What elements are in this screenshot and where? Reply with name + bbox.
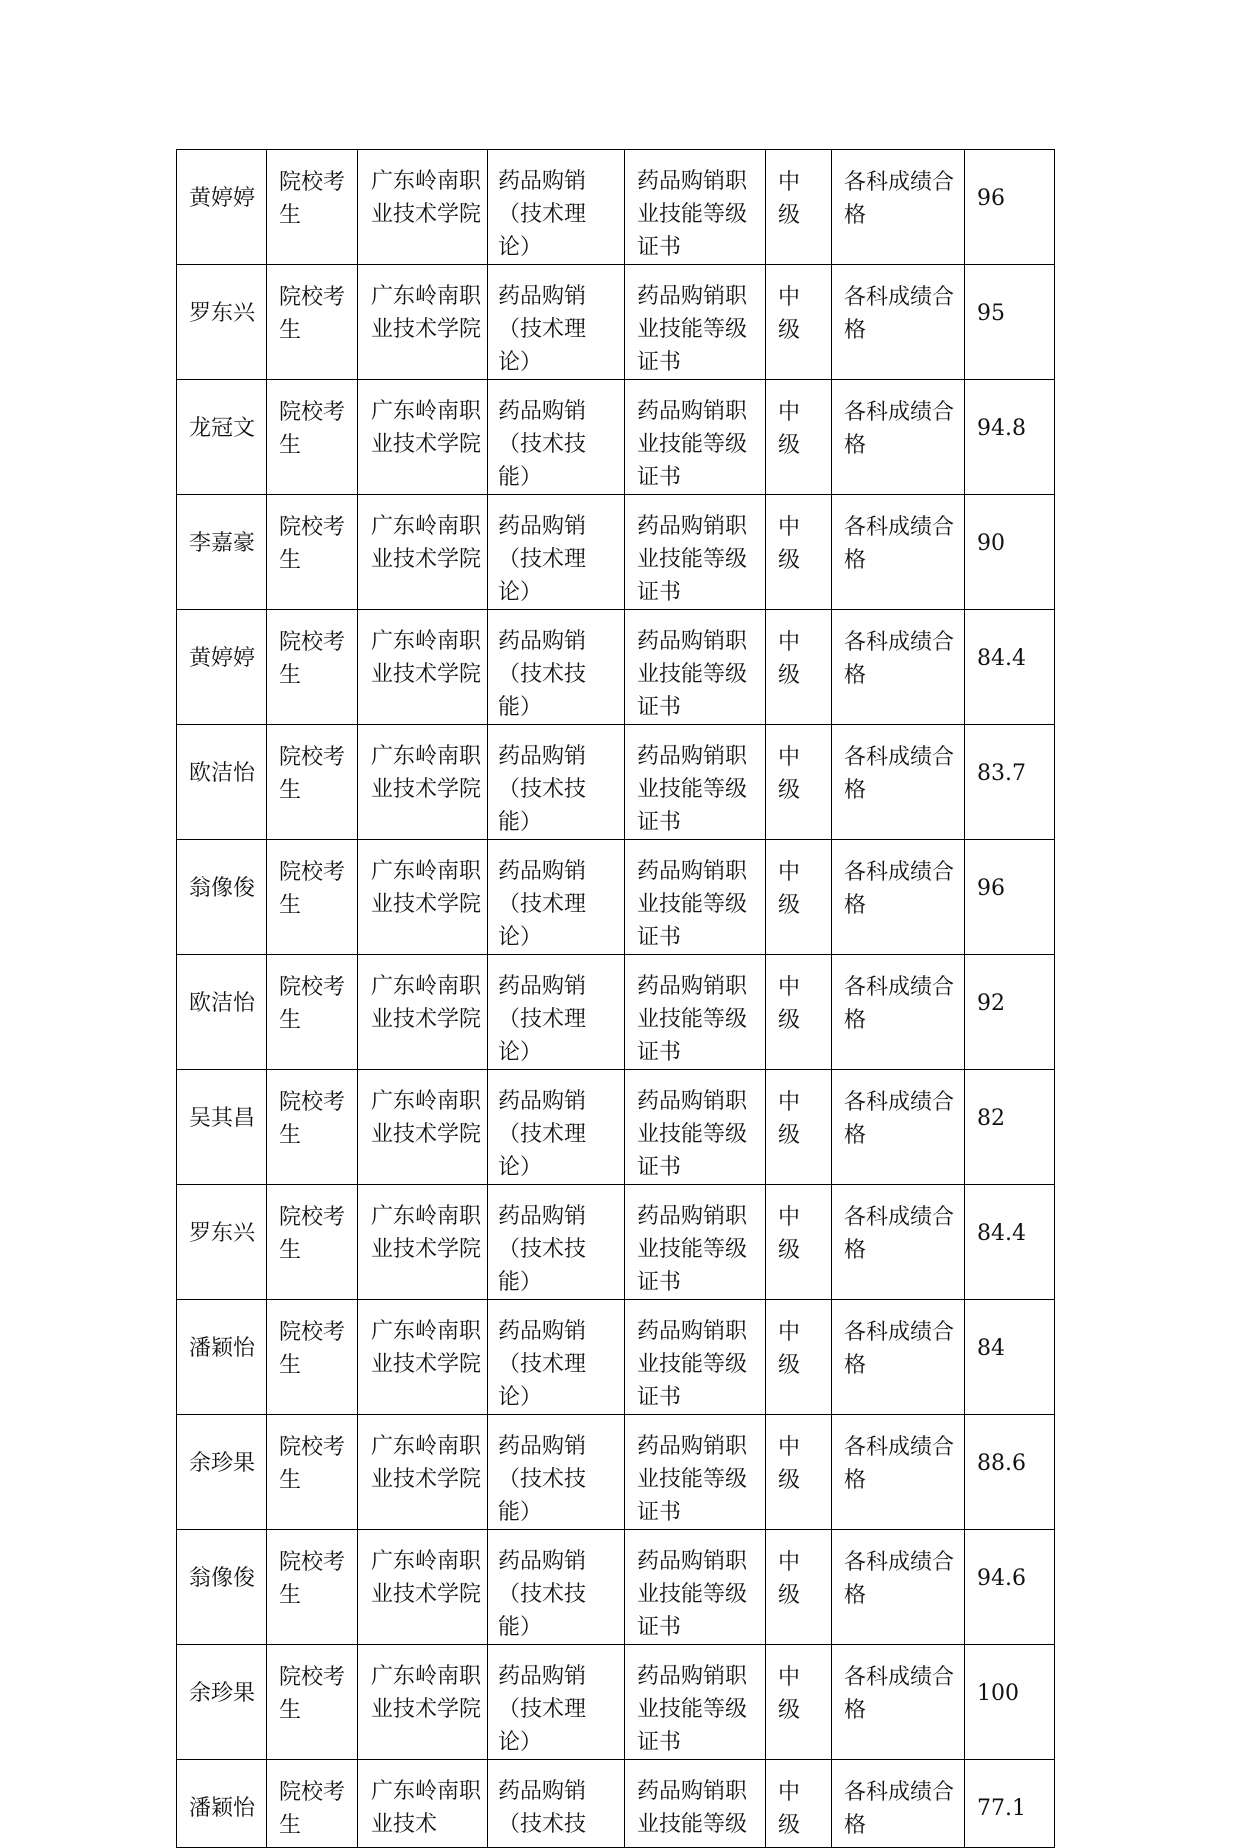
cell-examinee-type (267, 1185, 358, 1300)
cell-score (965, 1070, 1055, 1185)
cell-name-text: 黄婷婷 (189, 186, 256, 211)
cell-result (832, 1645, 965, 1760)
cell-school-text: 广东岭南职业技术学院 (371, 169, 482, 227)
cell-project-text: 药品购销（技术理论） (498, 1319, 587, 1410)
cell-project (488, 1530, 625, 1645)
table-row (177, 1070, 1055, 1185)
cell-certificate-text: 药品购销职业技能等级证书 (637, 1319, 748, 1410)
cell-examinee-type-text: 院校考生 (279, 1320, 346, 1378)
cell-certificate (625, 1530, 766, 1645)
cell-score-text: 84 (977, 1336, 1005, 1361)
cell-level (766, 1415, 832, 1530)
cell-name-text: 罗东兴 (189, 1221, 256, 1246)
cell-result (832, 610, 965, 725)
cell-certificate (625, 610, 766, 725)
cell-school-text: 广东岭南职业技术学院 (371, 514, 482, 572)
cell-score (965, 1760, 1055, 1848)
cell-project-text: 药品购销（技术技能） (498, 629, 587, 720)
cell-school-text: 广东岭南职业技术 (371, 1779, 482, 1837)
cell-certificate (625, 955, 766, 1070)
cell-school (358, 380, 488, 495)
cell-project-text: 药品购销（技术理论） (498, 974, 587, 1065)
cell-score-text: 77.1 (977, 1796, 1026, 1821)
cell-project (488, 1760, 625, 1848)
cell-certificate-text: 药品购销职业技能等级 (637, 1779, 748, 1837)
table-row (177, 380, 1055, 495)
cell-examinee-type-text: 院校考生 (279, 400, 346, 458)
cell-examinee-type (267, 150, 358, 265)
cell-score-text: 95 (977, 301, 1005, 326)
cell-project (488, 1070, 625, 1185)
cell-certificate (625, 1760, 766, 1848)
cell-level-text: 中级 (778, 975, 801, 1033)
cell-school-text: 广东岭南职业技术学院 (371, 859, 482, 917)
cell-result (832, 1530, 965, 1645)
cell-result-text: 各科成绩合格 (844, 1090, 955, 1148)
cell-project (488, 1185, 625, 1300)
cell-project (488, 610, 625, 725)
table-row (177, 1185, 1055, 1300)
table-row (177, 1645, 1055, 1760)
cell-level (766, 955, 832, 1070)
cell-project-text: 药品购销（技术理论） (498, 1664, 587, 1755)
cell-result (832, 265, 965, 380)
cell-school-text: 广东岭南职业技术学院 (371, 284, 482, 342)
cell-project (488, 265, 625, 380)
table-row (177, 150, 1055, 265)
cell-project-text: 药品购销（技术技能） (498, 1549, 587, 1640)
cell-name-text: 翁像俊 (189, 876, 256, 901)
cell-school-text: 广东岭南职业技术学院 (371, 399, 482, 457)
cell-result (832, 1070, 965, 1185)
cell-score (965, 1645, 1055, 1760)
cell-result (832, 955, 965, 1070)
cell-examinee-type (267, 1300, 358, 1415)
cell-certificate-text: 药品购销职业技能等级证书 (637, 1549, 748, 1640)
cell-examinee-type-text: 院校考生 (279, 170, 346, 228)
table-row (177, 725, 1055, 840)
cell-level (766, 840, 832, 955)
cell-project-text: 药品购销（技术技能） (498, 744, 587, 835)
cell-certificate (625, 840, 766, 955)
cell-result-text: 各科成绩合格 (844, 630, 955, 688)
cell-level-text: 中级 (778, 1780, 801, 1838)
cell-examinee-type-text: 院校考生 (279, 1435, 346, 1493)
cell-examinee-type-text: 院校考生 (279, 630, 346, 688)
cell-school (358, 610, 488, 725)
cell-examinee-type-text: 院校考生 (279, 1090, 346, 1148)
cell-name-text: 李嘉豪 (189, 531, 256, 556)
cell-name (177, 265, 267, 380)
cell-school (358, 1185, 488, 1300)
cell-school-text: 广东岭南职业技术学院 (371, 1089, 482, 1147)
cell-certificate-text: 药品购销职业技能等级证书 (637, 284, 748, 375)
cell-score-text: 96 (977, 186, 1005, 211)
cell-level (766, 1530, 832, 1645)
cell-certificate (625, 1645, 766, 1760)
cell-project-text: 药品购销（技术技能） (498, 1204, 587, 1295)
table-row (177, 495, 1055, 610)
table-body (177, 150, 1055, 1848)
cell-certificate (625, 495, 766, 610)
cell-examinee-type (267, 1645, 358, 1760)
table-row (177, 1415, 1055, 1530)
cell-examinee-type (267, 840, 358, 955)
cell-score-text: 84.4 (977, 1221, 1026, 1246)
cell-result (832, 1185, 965, 1300)
cell-examinee-type (267, 495, 358, 610)
cell-school-text: 广东岭南职业技术学院 (371, 1549, 482, 1607)
cell-name-text: 欧洁怡 (189, 991, 256, 1016)
cell-project-text: 药品购销（技术技 (498, 1779, 587, 1837)
cell-result-text: 各科成绩合格 (844, 1435, 955, 1493)
table-row (177, 1760, 1055, 1848)
cell-result-text: 各科成绩合格 (844, 975, 955, 1033)
cell-level (766, 1645, 832, 1760)
cell-level-text: 中级 (778, 1550, 801, 1608)
cell-name (177, 1300, 267, 1415)
cell-result-text: 各科成绩合格 (844, 515, 955, 573)
cell-result (832, 380, 965, 495)
cell-result-text: 各科成绩合格 (844, 1665, 955, 1723)
cell-school-text: 广东岭南职业技术学院 (371, 1204, 482, 1262)
table-row (177, 265, 1055, 380)
cell-name (177, 495, 267, 610)
cell-level-text: 中级 (778, 515, 801, 573)
cell-project-text: 药品购销（技术技能） (498, 399, 587, 490)
cell-score-text: 94.6 (977, 1566, 1026, 1591)
cell-score-text: 83.7 (977, 761, 1026, 786)
cell-score (965, 1185, 1055, 1300)
cell-examinee-type (267, 1070, 358, 1185)
cell-result (832, 725, 965, 840)
cell-name (177, 840, 267, 955)
cell-project (488, 1415, 625, 1530)
cell-level (766, 1760, 832, 1848)
cell-level-text: 中级 (778, 1205, 801, 1263)
cell-result (832, 495, 965, 610)
cell-school (358, 265, 488, 380)
cell-result (832, 840, 965, 955)
cell-name-text: 欧洁怡 (189, 761, 256, 786)
cell-name (177, 725, 267, 840)
cell-certificate (625, 1415, 766, 1530)
cell-school (358, 725, 488, 840)
cell-name (177, 955, 267, 1070)
cell-project (488, 495, 625, 610)
cell-certificate (625, 265, 766, 380)
cell-level (766, 1185, 832, 1300)
cell-score (965, 840, 1055, 955)
cell-result-text: 各科成绩合格 (844, 170, 955, 228)
cell-examinee-type (267, 380, 358, 495)
cell-examinee-type-text: 院校考生 (279, 860, 346, 918)
cell-school (358, 150, 488, 265)
cell-certificate (625, 150, 766, 265)
cell-level-text: 中级 (778, 1320, 801, 1378)
cell-certificate-text: 药品购销职业技能等级证书 (637, 399, 748, 490)
cell-school (358, 840, 488, 955)
cell-level-text: 中级 (778, 860, 801, 918)
cell-result (832, 1300, 965, 1415)
table-row (177, 1300, 1055, 1415)
cell-school (358, 1070, 488, 1185)
cell-name-text: 罗东兴 (189, 301, 256, 326)
cell-name (177, 150, 267, 265)
cell-project (488, 840, 625, 955)
cell-school (358, 1645, 488, 1760)
cell-examinee-type-text: 院校考生 (279, 1550, 346, 1608)
cell-examinee-type (267, 955, 358, 1070)
cell-score-text: 92 (977, 991, 1005, 1016)
cell-level (766, 265, 832, 380)
cell-school (358, 1415, 488, 1530)
cell-certificate (625, 1300, 766, 1415)
cell-school (358, 1530, 488, 1645)
cell-score (965, 1530, 1055, 1645)
cell-school (358, 495, 488, 610)
cell-certificate-text: 药品购销职业技能等级证书 (637, 1089, 748, 1180)
cell-name (177, 1645, 267, 1760)
cell-score (965, 1300, 1055, 1415)
cell-name (177, 610, 267, 725)
cell-examinee-type (267, 265, 358, 380)
cell-examinee-type-text: 院校考生 (279, 975, 346, 1033)
cell-certificate (625, 725, 766, 840)
cell-project (488, 955, 625, 1070)
cell-name-text: 黄婷婷 (189, 646, 256, 671)
cell-certificate-text: 药品购销职业技能等级证书 (637, 1664, 748, 1755)
cell-name-text: 余珍果 (189, 1681, 256, 1706)
cell-name (177, 1070, 267, 1185)
table-row (177, 1530, 1055, 1645)
cell-certificate (625, 1185, 766, 1300)
cell-examinee-type-text: 院校考生 (279, 1205, 346, 1263)
cell-result-text: 各科成绩合格 (844, 1205, 955, 1263)
cell-name-text: 龙冠文 (189, 416, 256, 441)
cell-certificate-text: 药品购销职业技能等级证书 (637, 974, 748, 1065)
cell-level (766, 495, 832, 610)
cell-examinee-type-text: 院校考生 (279, 1665, 346, 1723)
cell-school-text: 广东岭南职业技术学院 (371, 1434, 482, 1492)
table-row (177, 840, 1055, 955)
cell-project (488, 150, 625, 265)
cell-examinee-type-text: 院校考生 (279, 1780, 346, 1838)
cell-certificate-text: 药品购销职业技能等级证书 (637, 169, 748, 260)
cell-school-text: 广东岭南职业技术学院 (371, 1319, 482, 1377)
cell-certificate-text: 药品购销职业技能等级证书 (637, 744, 748, 835)
cell-result-text: 各科成绩合格 (844, 860, 955, 918)
cell-examinee-type (267, 1530, 358, 1645)
cell-result-text: 各科成绩合格 (844, 1780, 955, 1838)
cell-score-text: 90 (977, 531, 1005, 556)
cell-level (766, 380, 832, 495)
cell-certificate-text: 药品购销职业技能等级证书 (637, 514, 748, 605)
cell-school (358, 955, 488, 1070)
cell-project-text: 药品购销（技术技能） (498, 1434, 587, 1525)
cell-project-text: 药品购销（技术理论） (498, 169, 587, 260)
cell-score (965, 610, 1055, 725)
cell-score (965, 725, 1055, 840)
cell-examinee-type-text: 院校考生 (279, 745, 346, 803)
cell-examinee-type (267, 610, 358, 725)
cell-score-text: 84.4 (977, 646, 1026, 671)
cell-level-text: 中级 (778, 1665, 801, 1723)
cell-name (177, 380, 267, 495)
cell-level (766, 1070, 832, 1185)
cell-name-text: 翁像俊 (189, 1566, 256, 1591)
cell-level-text: 中级 (778, 400, 801, 458)
cell-project (488, 380, 625, 495)
cell-score (965, 495, 1055, 610)
cell-school (358, 1300, 488, 1415)
cell-certificate-text: 药品购销职业技能等级证书 (637, 859, 748, 950)
cell-result (832, 1760, 965, 1848)
cell-level (766, 1300, 832, 1415)
cell-name (177, 1415, 267, 1530)
cell-score-text: 94.8 (977, 416, 1026, 441)
cell-examinee-type-text: 院校考生 (279, 515, 346, 573)
cell-name-text: 潘颖怡 (189, 1336, 256, 1361)
cell-score-text: 100 (977, 1681, 1019, 1706)
cell-level-text: 中级 (778, 170, 801, 228)
cell-score (965, 380, 1055, 495)
table-row (177, 610, 1055, 725)
cell-level (766, 610, 832, 725)
cell-school-text: 广东岭南职业技术学院 (371, 1664, 482, 1722)
cell-certificate (625, 1070, 766, 1185)
cell-certificate-text: 药品购销职业技能等级证书 (637, 629, 748, 720)
cell-level-text: 中级 (778, 1435, 801, 1493)
score-table (176, 149, 1055, 1848)
cell-certificate-text: 药品购销职业技能等级证书 (637, 1434, 748, 1525)
cell-score (965, 150, 1055, 265)
cell-result (832, 1415, 965, 1530)
cell-name (177, 1760, 267, 1848)
cell-level-text: 中级 (778, 1090, 801, 1148)
cell-score (965, 265, 1055, 380)
cell-certificate (625, 380, 766, 495)
cell-name-text: 余珍果 (189, 1451, 256, 1476)
cell-examinee-type (267, 725, 358, 840)
cell-score (965, 955, 1055, 1070)
cell-school (358, 1760, 488, 1848)
cell-school-text: 广东岭南职业技术学院 (371, 744, 482, 802)
cell-certificate-text: 药品购销职业技能等级证书 (637, 1204, 748, 1295)
cell-score (965, 1415, 1055, 1530)
cell-examinee-type-text: 院校考生 (279, 285, 346, 343)
cell-project-text: 药品购销（技术理论） (498, 1089, 587, 1180)
cell-result (832, 150, 965, 265)
cell-level (766, 725, 832, 840)
cell-level-text: 中级 (778, 630, 801, 688)
cell-name (177, 1185, 267, 1300)
cell-name-text: 吴其昌 (189, 1106, 256, 1131)
cell-project (488, 725, 625, 840)
cell-school-text: 广东岭南职业技术学院 (371, 974, 482, 1032)
cell-school-text: 广东岭南职业技术学院 (371, 629, 482, 687)
cell-result-text: 各科成绩合格 (844, 285, 955, 343)
cell-examinee-type (267, 1760, 358, 1848)
cell-score-text: 88.6 (977, 1451, 1026, 1476)
cell-level (766, 150, 832, 265)
cell-level-text: 中级 (778, 285, 801, 343)
cell-project-text: 药品购销（技术理论） (498, 514, 587, 605)
cell-name-text: 潘颖怡 (189, 1796, 256, 1821)
cell-project (488, 1645, 625, 1760)
cell-name (177, 1530, 267, 1645)
cell-score-text: 82 (977, 1106, 1005, 1131)
cell-result-text: 各科成绩合格 (844, 400, 955, 458)
cell-examinee-type (267, 1415, 358, 1530)
cell-level-text: 中级 (778, 745, 801, 803)
table-row (177, 955, 1055, 1070)
cell-result-text: 各科成绩合格 (844, 1550, 955, 1608)
cell-project-text: 药品购销（技术理论） (498, 284, 587, 375)
cell-result-text: 各科成绩合格 (844, 745, 955, 803)
cell-project (488, 1300, 625, 1415)
cell-score-text: 96 (977, 876, 1005, 901)
cell-result-text: 各科成绩合格 (844, 1320, 955, 1378)
cell-project-text: 药品购销（技术理论） (498, 859, 587, 950)
